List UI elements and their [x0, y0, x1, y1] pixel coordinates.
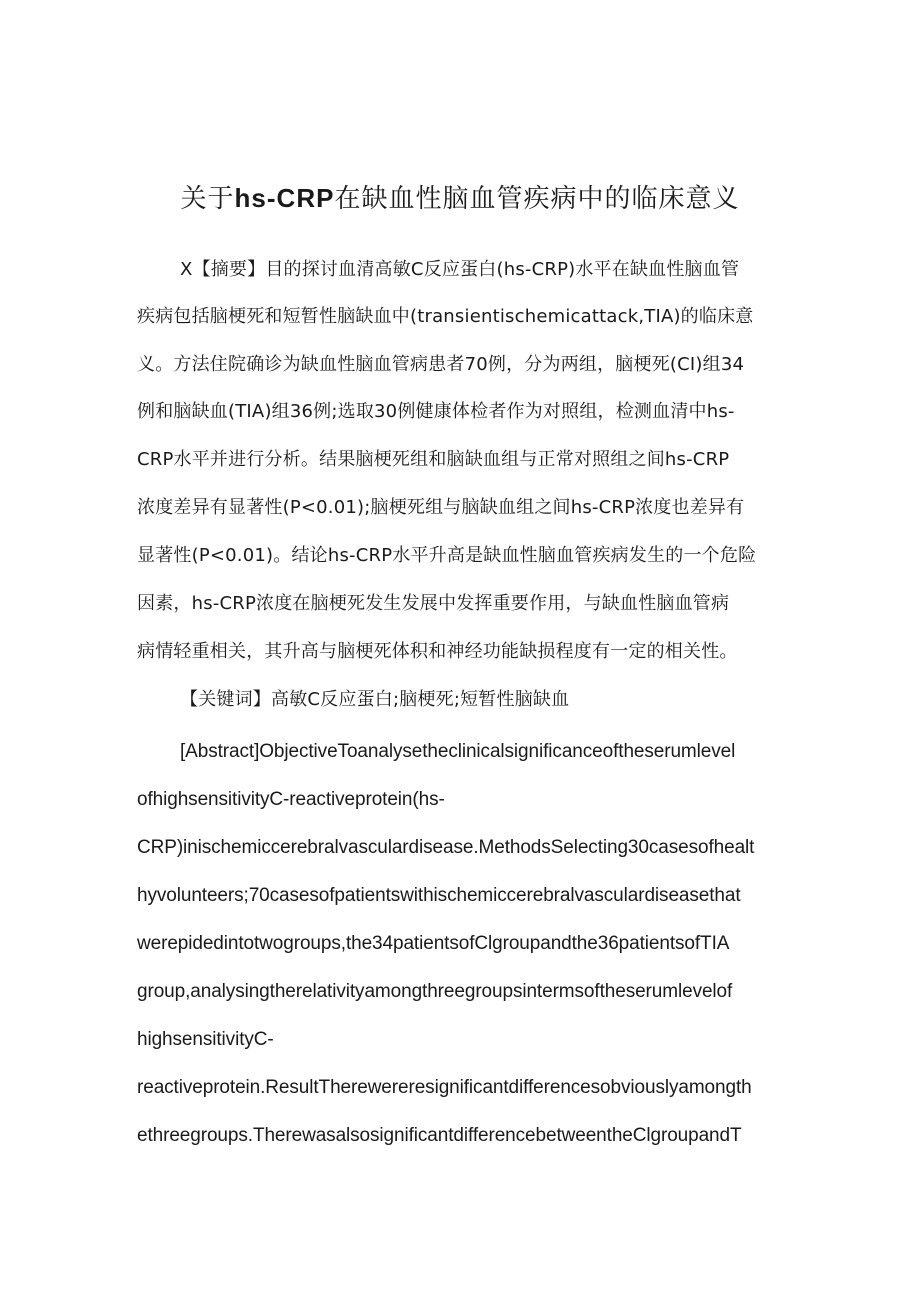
- abstract-en-line: werepidedintotwogroups,the34patientsofClgroupandthe36patientsofTIA: [137, 933, 730, 954]
- abstract-en-line: highsensitivityC-: [137, 1029, 274, 1050]
- abstract-cn-line: 因素，hs-CRP浓度在脑梗死发生发展中发挥重要作用，与缺血性脑血管病: [137, 593, 730, 614]
- abstract-cn-line: 浓度差异有显著性(P<0.01);脑梗死组与脑缺血组之间hs-CRP浓度也差异有: [137, 497, 745, 518]
- keywords-line: 【关键词】高敏C反应蛋白;脑梗死;短暂性脑缺血: [180, 689, 570, 710]
- title-prefix: 关于: [180, 184, 235, 214]
- abstract-en-line: CRP)inischemiccerebralvasculardisease.MethodsSelecting30casesofhealt: [137, 837, 755, 858]
- abstract-en-line: reactiveprotein.ResultTherewereresignificantdifferencesobviouslyamongth: [137, 1077, 752, 1098]
- abstract-en-line: ethreegroups.TherewasalsosignificantdifferencebetweentheClgroupandT: [137, 1125, 742, 1146]
- abstract-cn-line: 义。方法住院确诊为缺血性脑血管病患者70例，分为两组，脑梗死(CI)组34: [137, 354, 745, 375]
- abstract-cn-line: 病情轻重相关，其升高与脑梗死体积和神经功能缺损程度有一定的相关性。: [137, 641, 738, 662]
- abstract-en-line: group,analysingtherelativityamongthreegroupsintermsoftheserumlevelof: [137, 981, 733, 1002]
- title-suffix: 在缺血性脑血管疾病中的临床意义: [334, 184, 740, 214]
- abstract-en-line: [Abstract]ObjectiveToanalysetheclinicalsignificanceoftheserumlevel: [180, 741, 736, 762]
- abstract-cn-line: X【摘要】目的探讨血清高敏C反应蛋白(hs-CRP)水平在缺血性脑血管: [180, 259, 740, 280]
- abstract-en-line: ofhighsensitivityC-reactiveprotein(hs-: [137, 789, 445, 810]
- abstract-cn-line: 例和脑缺血(TIA)组36例;选取30例健康体检者作为对照组，检测血清中hs-: [137, 401, 735, 422]
- abstract-cn-line: 疾病包括脑梗死和短暂性脑缺血中(transientischemicattack,TIA)的临床意: [137, 306, 754, 327]
- abstract-cn-line: 显著性(P<0.01)。结论hs-CRP水平升高是缺血性脑血管疾病发生的一个危险: [137, 545, 757, 566]
- document-title: [0, 174, 920, 223]
- title-bold-term: hs-CRP: [234, 183, 335, 213]
- abstract-cn-line: CRP水平并进行分析。结果脑梗死组和脑缺血组与正常对照组之间hs-CRP: [137, 449, 730, 470]
- abstract-en-line: hyvolunteers;70casesofpatientswithischemiccerebralvasculardiseasethat: [137, 885, 741, 906]
